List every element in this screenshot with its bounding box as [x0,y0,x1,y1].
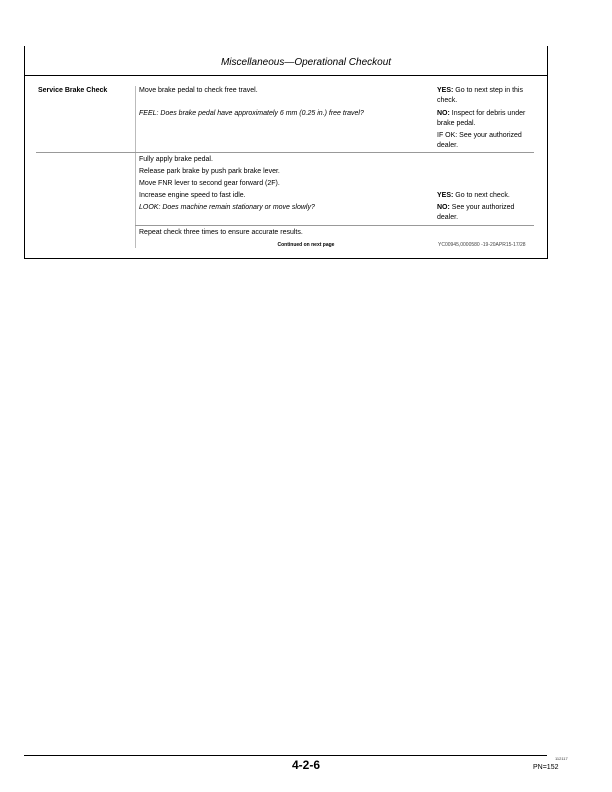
continued-note: Continued on next page [277,242,335,248]
step-text: Repeat check three times to ensure accurate results. [139,229,303,236]
response-text: IF OK: See your authorized dealer. [437,132,522,149]
response-yes [437,86,537,106]
response-no [437,203,537,223]
page-title: Miscellaneous—Operational Checkout [220,57,392,68]
step-text: Fully apply brake pedal. [139,156,213,163]
response-label: YES: [437,192,454,199]
response-text: Inspect for debris under brake pedal. [437,110,526,127]
section-title: Service Brake Check [38,87,108,94]
row-divider [36,152,534,153]
row-divider [135,225,534,226]
step-text: Move brake pedal to check free travel. [139,87,258,94]
response-if-ok [437,131,537,151]
header-divider [24,75,547,76]
step-question: FEEL: Does brake pedal have approximately 6 mm (0.25 in.) free travel? [139,110,364,117]
footer-code: 112117 [555,756,568,761]
response-no [437,109,537,129]
response-label: YES: [437,87,454,94]
step-text: Increase engine speed to fast idle. [139,192,246,199]
step-question: LOOK: Does machine remain stationary or move slowly? [139,204,315,211]
response-text: See your authorized dealer. [437,204,515,221]
response-text: Go to next check. [453,192,510,199]
response-label: NO: [437,204,450,211]
page-number: 4-2-6 [291,758,320,772]
response-yes [437,191,537,201]
footer-divider [24,755,547,756]
step-text: Release park brake by push park brake lever. [139,168,280,175]
response-label: NO: [437,110,450,117]
step-text: Move FNR lever to second gear forward (2F). [139,180,280,187]
column-divider [135,86,136,248]
response-text: Go to next step in this check. [437,87,523,104]
pn-label: PN=152 [533,764,559,771]
reference-code: YC00945,0000580 -19-20APR15-17/28 [438,242,526,248]
